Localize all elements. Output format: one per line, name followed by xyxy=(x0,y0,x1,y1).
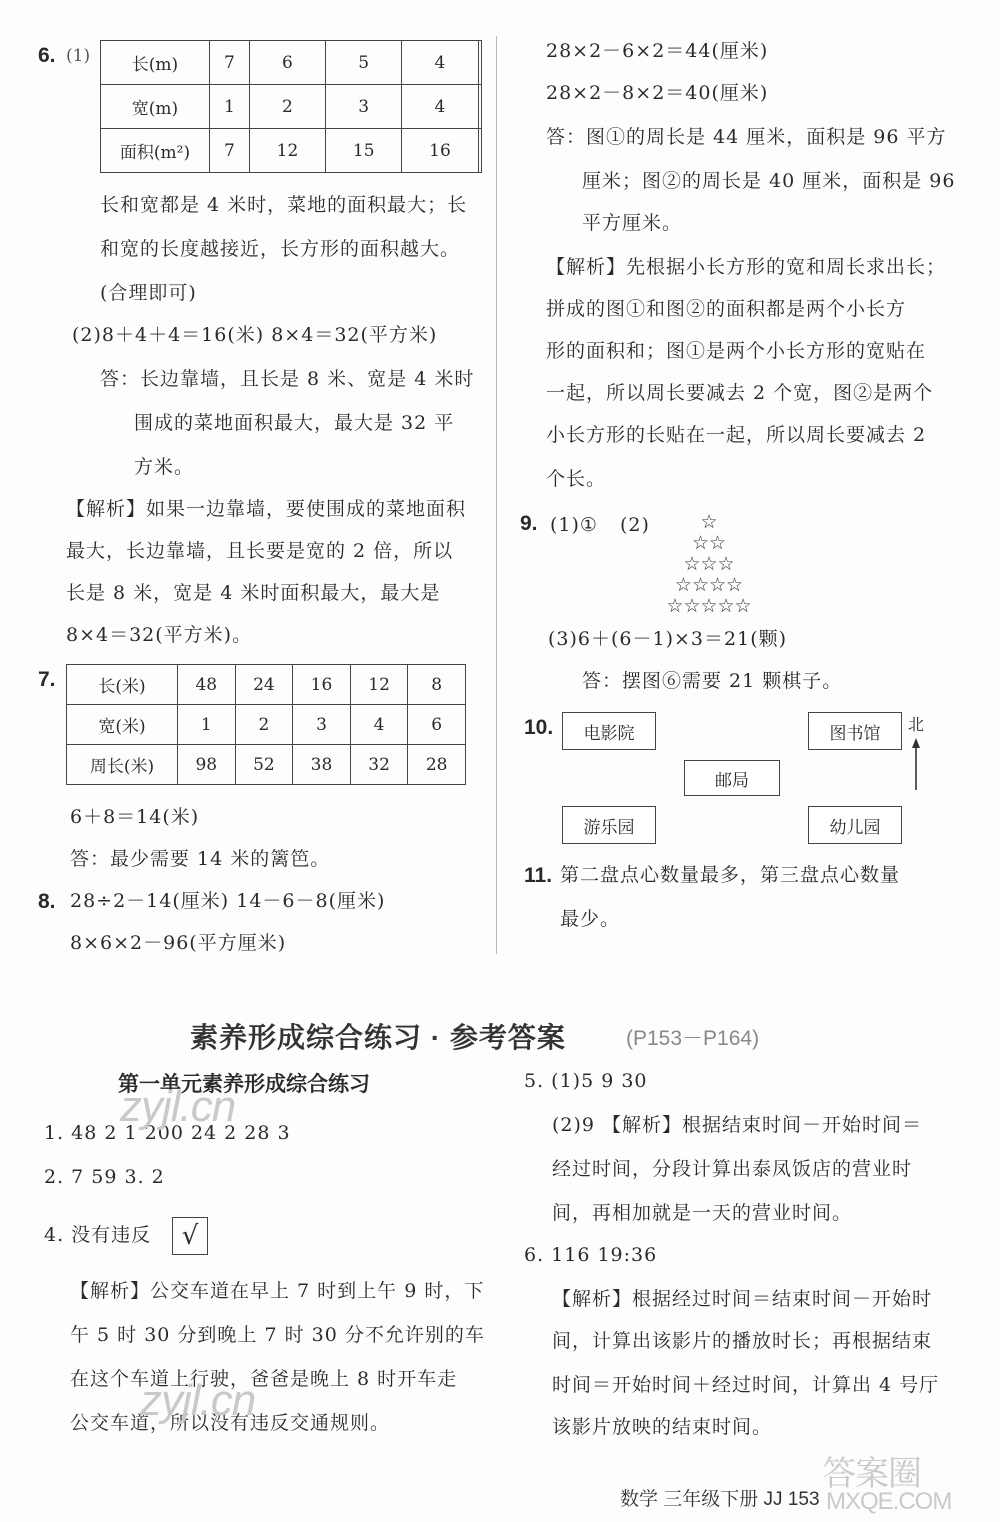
unit1-answer-2: 2. 7 59 3. 2 xyxy=(44,1166,165,1188)
check-mark-icon: √ xyxy=(172,1217,208,1255)
table-cell: 4 xyxy=(402,85,478,129)
north-arrow-icon xyxy=(906,736,926,792)
q8-line: 28÷2－14(厘米) 14－6－8(厘米) xyxy=(70,890,386,912)
unit1-a6-line: 间，计算出该影片的播放时长；再根据结束 xyxy=(552,1330,933,1352)
table-row xyxy=(101,129,482,173)
table-cell: 6 xyxy=(408,705,466,745)
star-row: ☆☆☆☆ xyxy=(674,574,744,596)
q8-line: 个长。 xyxy=(546,468,607,490)
place-post-office: 邮局 xyxy=(684,760,780,796)
table-cell: 32 xyxy=(350,745,408,785)
table-cell: 宽(米) xyxy=(67,705,178,745)
q8-line: 一起，所以周长要减去 2 个宽，图②是两个 xyxy=(546,382,934,404)
q9-part1: (1)① xyxy=(550,514,598,536)
table-cell: 16 xyxy=(402,129,478,173)
q8-line: 平方厘米。 xyxy=(582,212,683,234)
table-cell: 6 xyxy=(249,41,325,85)
q6-line: 最大，长边靠墙，且长要是宽的 2 倍，所以 xyxy=(66,540,454,562)
q6-line: 答：长边靠墙，且长是 8 米、宽是 4 米时 xyxy=(100,368,475,390)
q6-line: 围成的菜地面积最大，最大是 32 平 xyxy=(134,412,455,434)
q9-part2: (2) xyxy=(620,514,650,536)
table-cell: 4 xyxy=(350,705,408,745)
table-cell: 48 xyxy=(178,665,236,705)
q6-number: 6. xyxy=(38,44,56,67)
table-cell: 7 xyxy=(210,129,250,173)
q8-number: 8. xyxy=(38,890,56,913)
table-cell: 2 xyxy=(235,705,293,745)
q6-line: 长是 8 米，宽是 4 米时面积最大，最大是 xyxy=(66,582,441,604)
unit1-answer-6: 6. 116 19:36 xyxy=(524,1244,658,1266)
q8-line: 8×6×2－96(平方厘米) xyxy=(70,932,287,954)
q8-line: 28×2－6×2＝44(厘米) xyxy=(546,40,769,62)
north-label: 北 xyxy=(908,715,926,734)
column-divider xyxy=(496,36,497,954)
table-row xyxy=(101,41,482,85)
table-cell: 4 xyxy=(402,41,478,85)
q7-line: 6＋8＝14(米) xyxy=(70,806,200,828)
q7-line: 答：最少需要 14 米的篱笆。 xyxy=(70,848,331,870)
table-cell: 7 xyxy=(210,41,250,85)
table-row xyxy=(101,85,482,129)
place-kindergarten: 幼儿园 xyxy=(808,806,902,844)
q8-line: 小长方形的长贴在一起，所以周长要减去 2 xyxy=(546,424,927,446)
table-cell: 52 xyxy=(235,745,293,785)
table-cell: 38 xyxy=(293,745,351,785)
table-row xyxy=(67,705,466,745)
q6-part1-label: (1) xyxy=(66,46,91,66)
q11-number: 11. xyxy=(524,864,553,887)
q6-line: 长和宽都是 4 米时，菜地的面积最大；长 xyxy=(100,194,468,216)
unit1-a5-line: 经过时间，分段计算出泰凤饭店的营业时 xyxy=(552,1158,913,1180)
star-row: ☆☆ xyxy=(691,532,727,554)
page-footer: 数学 三年级下册 JJ 153 xyxy=(620,1489,820,1510)
unit1-a4-line: 【解析】公交车道在早上 7 时到上午 9 时，下 xyxy=(70,1280,485,1302)
unit1-a4-line: 公交车道，所以没有违反交通规则。 xyxy=(70,1412,391,1434)
table-row xyxy=(67,665,466,705)
table-cell: 12 xyxy=(350,665,408,705)
table-cell: 面积(m²) xyxy=(101,129,210,173)
unit1-a6-line: 该影片放映的结束时间。 xyxy=(552,1416,773,1438)
q9-line: (3)6＋(6－1)×3＝21(颗) xyxy=(548,628,788,650)
place-library: 图书馆 xyxy=(808,712,902,750)
table-cell: 28 xyxy=(408,745,466,785)
q8-line: 拼成的图①和图②的面积都是两个小长方 xyxy=(546,298,907,320)
q6-line: 【解析】如果一边靠墙，要使围成的菜地面积 xyxy=(66,498,467,520)
table-cell: 5 xyxy=(326,41,402,85)
unit1-answer-1: 1. 48 2 1 200 24 2 28 3 xyxy=(44,1122,291,1144)
q8-line: 厘米；图②的周长是 40 厘米，面积是 96 xyxy=(582,170,956,192)
q6-line: 和宽的长度越接近，长方形的面积越大。 xyxy=(100,238,461,260)
q6-line: (2)8＋4＋4＝16(米) 8×4＝32(平方米) xyxy=(72,324,438,346)
table-cell: 3 xyxy=(326,85,402,129)
unit1-answer-5: 5. (1)5 9 30 xyxy=(524,1070,648,1092)
q8-line: 【解析】先根据小长方形的宽和周长求出长； xyxy=(546,256,947,278)
q11-line: 最少。 xyxy=(560,908,621,930)
q6-table xyxy=(100,40,482,173)
table-cell: 15 xyxy=(326,129,402,173)
table-cell: 3 xyxy=(293,705,351,745)
watermark: zyjl.cn xyxy=(140,1376,256,1425)
table-cell: 宽(m) xyxy=(101,85,210,129)
table-cell: 1 xyxy=(178,705,236,745)
table-row xyxy=(67,745,466,785)
q6-line: 方米。 xyxy=(134,456,195,478)
unit-title: 第一单元素养形成综合练习 xyxy=(118,1073,370,1096)
star-row: ☆☆☆☆☆ xyxy=(666,595,752,617)
q8-line: 形的面积和；图①是两个小长方形的宽贴在 xyxy=(546,340,927,362)
table-cell xyxy=(478,41,481,85)
table-cell xyxy=(478,129,481,173)
section-page-range: (P153－P164) xyxy=(626,1027,760,1050)
unit1-a4-line: 午 5 时 30 分到晚上 7 时 30 分不允许别的车 xyxy=(70,1324,485,1346)
table-cell: 2 xyxy=(249,85,325,129)
star-row: ☆☆☆ xyxy=(683,553,735,575)
table-cell: 8 xyxy=(408,665,466,705)
star-row: ☆ xyxy=(700,511,718,533)
q8-line: 答：图①的周长是 44 厘米，面积是 96 平方 xyxy=(546,126,947,148)
q10-number: 10. xyxy=(524,716,554,739)
table-cell: 长(m) xyxy=(101,41,210,85)
unit1-a5-line: 间，再相加就是一天的营业时间。 xyxy=(552,1202,853,1224)
unit1-a4-line: 在这个车道上行驶，爸爸是晚上 8 时开车走 xyxy=(70,1368,458,1390)
table-cell: 长(米) xyxy=(67,665,178,705)
q11-line: 第二盘点心数量最多，第三盘点心数量 xyxy=(560,864,901,886)
place-cinema: 电影院 xyxy=(562,712,656,750)
unit1-a6-line: 时间＝开始时间＋经过时间，计算出 4 号厅 xyxy=(552,1374,940,1396)
unit1-a5-line: (2)9 【解析】根据结束时间－开始时间＝ xyxy=(552,1114,923,1136)
q8-line: 28×2－8×2＝40(厘米) xyxy=(546,82,769,104)
q9-number: 9. xyxy=(520,512,538,535)
table-cell xyxy=(478,85,481,129)
place-amusement-park: 游乐园 xyxy=(562,806,656,844)
unit1-a6-line: 【解析】根据经过时间＝结束时间－开始时 xyxy=(552,1288,933,1310)
unit1-answer-4: 4. 没有违反 xyxy=(44,1224,152,1246)
q7-table xyxy=(66,664,466,785)
section-title: 素养形成综合练习 · 参考答案 xyxy=(190,1022,566,1053)
q9-line: 答：摆图⑥需要 21 颗棋子。 xyxy=(582,670,843,692)
table-cell: 98 xyxy=(178,745,236,785)
table-cell: 1 xyxy=(210,85,250,129)
q7-number: 7. xyxy=(38,668,56,691)
watermark: MXQE.COM xyxy=(826,1488,952,1515)
table-cell: 周长(米) xyxy=(67,745,178,785)
q6-line: (合理即可) xyxy=(100,282,197,304)
q6-line: 8×4＝32(平方米)。 xyxy=(66,624,253,646)
table-cell: 16 xyxy=(293,665,351,705)
table-cell: 24 xyxy=(235,665,293,705)
watermark: zyjl.cn xyxy=(120,1082,236,1131)
watermark: 答案圈 xyxy=(822,1455,921,1493)
star-triangle-figure xyxy=(650,512,768,617)
table-cell: 12 xyxy=(249,129,325,173)
